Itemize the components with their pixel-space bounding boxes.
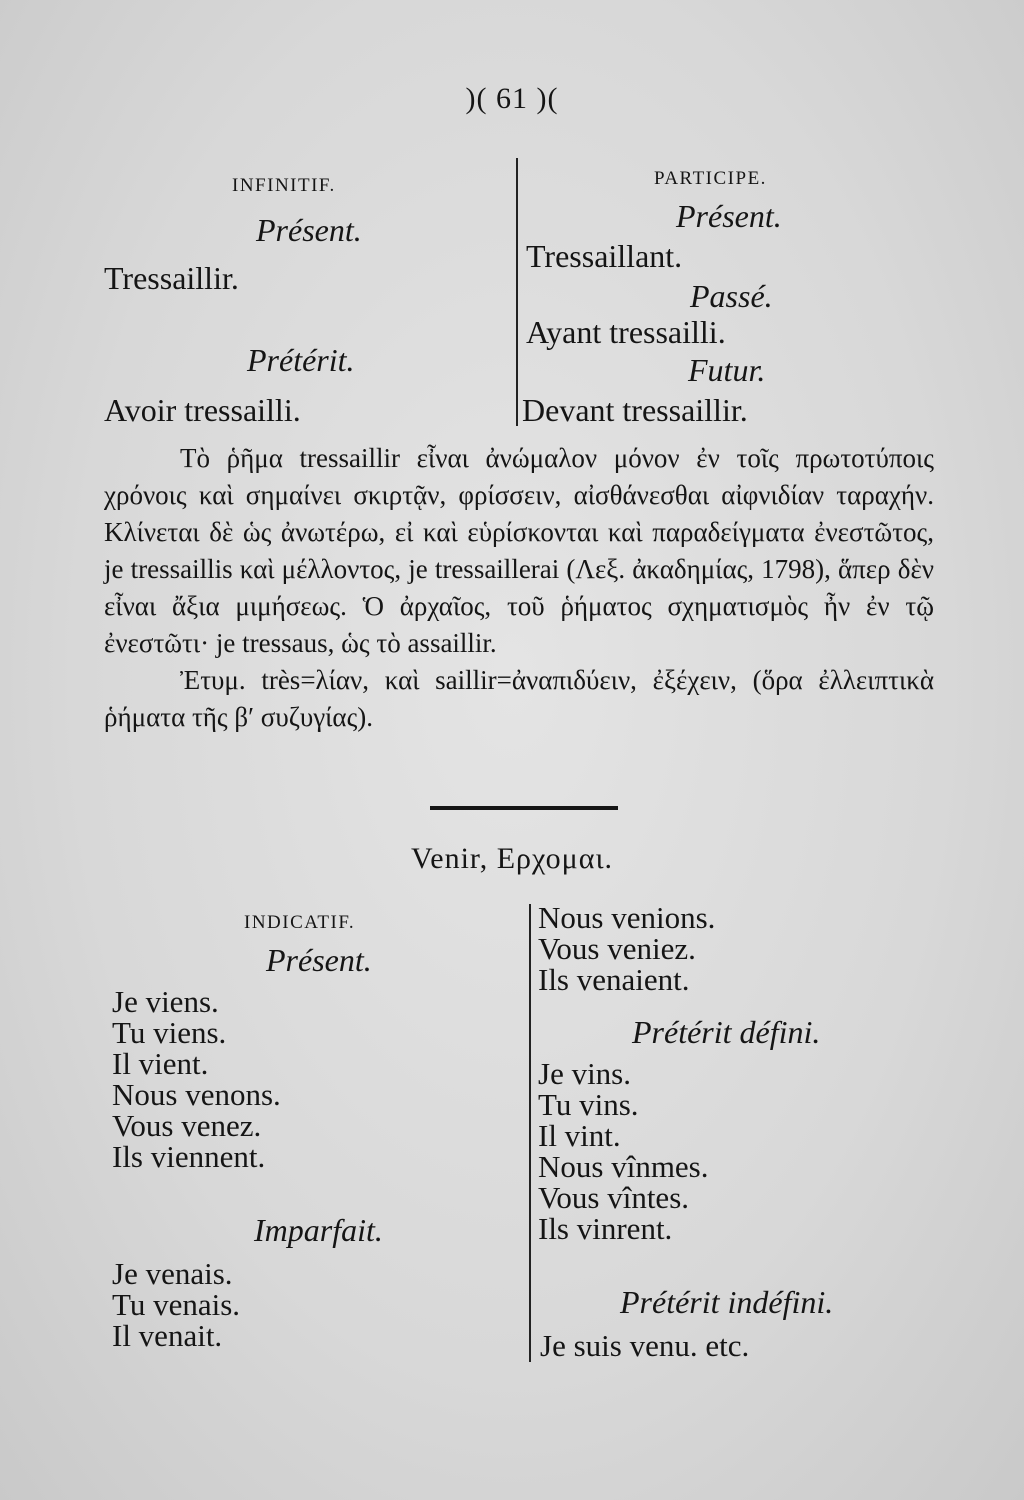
participe-header: PARTICIPE. (654, 168, 767, 189)
preterit-defini-form: Ils vinrent. (538, 1211, 673, 1246)
infinitif-present-label: Présent. (256, 212, 362, 248)
section-separator (430, 806, 618, 810)
commentary (104, 440, 934, 736)
imparfait-form: Il venait. (112, 1318, 223, 1353)
preterit-defini-form: Tu vins. (538, 1087, 639, 1122)
present-form: Ils viennent. (112, 1139, 266, 1174)
imparfait-form: Vous veniez. (538, 931, 696, 966)
preterit-indefini-label: Prétérit indéfini. (620, 1284, 834, 1320)
column-divider-bottom (529, 904, 531, 1362)
present-form: Tu viens. (112, 1015, 227, 1050)
participe-present-form: Tressaillant. (526, 238, 683, 274)
present-forms (112, 986, 281, 1172)
participe-passe-label: Passé. (690, 278, 773, 314)
preterit-indefini-form: Je suis venu. etc. (540, 1328, 750, 1363)
imparfait-form: Je venais. (112, 1256, 233, 1291)
present-form: Il vient. (112, 1046, 209, 1081)
imparfait-label: Imparfait. (254, 1212, 383, 1248)
section-heading: Venir, Ερχομαι. (410, 842, 614, 875)
imparfait-form: Ils venaient. (538, 962, 690, 997)
participe-futur-label: Futur. (688, 352, 766, 388)
present-form: Je viens. (112, 984, 219, 1019)
infinitif-header: INFINITIF. (232, 175, 336, 196)
commentary-paragraph: Τὸ ῥῆμα tressaillir εἶναι ἀνώμαλον μόνον ἐν τοῖς πρωτοτύποις χρόνοις καὶ σημαίνει σκιρτᾷν, φρίσσειν, αἰσθάνεσθαι αἰφνιδίαν ταραχήν. Κλίνεται δὲ ὡς ἀνωτέρω, εἰ καὶ εὑρίσκονται καὶ παραδείγματα ἐνεστῶτος, je tressaillis καὶ μέλλοντος, je tressaillerai (Λεξ. ἀκαδημίας, 1798), ἅπερ δὲν εἶναι ἄξια μιμήσεως. Ὁ ἀρχαῖος, τοῦ ῥήματος σχηματισμὸς ἦν ἐν τῷ ἐνεστῶτι· je tressaus, ὡς τὸ assaillir. (104, 443, 934, 658)
participe-passe-form: Ayant tressailli. (526, 314, 726, 350)
imparfait-form: Nous venions. (538, 900, 716, 935)
column-divider-top (516, 158, 518, 426)
infinitif-preterit-label: Prétérit. (247, 342, 355, 378)
page-number: )( 61 )( (465, 82, 559, 115)
preterit-defini-form: Il vint. (538, 1118, 621, 1153)
indicatif-header: INDICATIF. (244, 912, 356, 933)
imparfait-forms-left (112, 1258, 240, 1351)
preterit-defini-label: Prétérit défini. (632, 1014, 821, 1050)
imparfait-forms-right (538, 902, 715, 995)
participe-present-label: Présent. (676, 198, 782, 234)
preterit-defini-form: Vous vîntes. (538, 1180, 690, 1215)
infinitif-present-form: Tressaillir. (104, 260, 239, 296)
imparfait-form: Tu venais. (112, 1287, 241, 1322)
present-form: Vous venez. (112, 1108, 262, 1143)
preterit-defini-form: Nous vînmes. (538, 1149, 709, 1184)
preterit-defini-form: Je vins. (538, 1056, 631, 1091)
infinitif-preterit-form: Avoir tressailli. (104, 392, 301, 428)
indicatif-present-label: Présent. (266, 942, 372, 978)
etymology-paragraph: Ἐτυμ. très=λίαν, καὶ saillir=ἀναπιδύειν, ἐξέχειν, (ὅρα ἐλλειπτικὰ ῥήματα τῆς β′ συζυγίας). (104, 665, 934, 732)
preterit-defini-forms (538, 1058, 709, 1244)
present-form: Nous venons. (112, 1077, 281, 1112)
participe-futur-form: Devant tressaillir. (522, 392, 748, 428)
